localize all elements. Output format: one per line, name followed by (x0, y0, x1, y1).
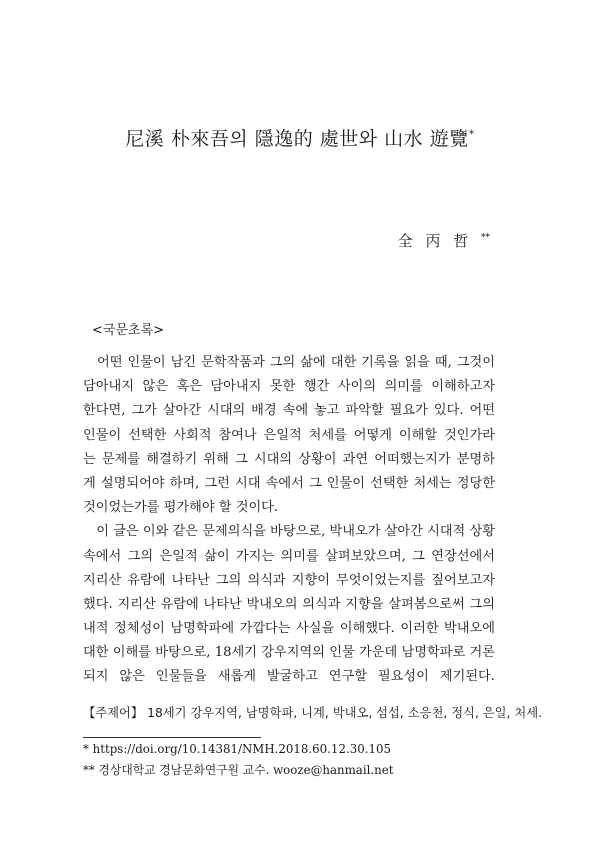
keywords-text: 18세기 강우지역, 남명학파, 니계, 박내오, 섬섭, 소응천, 정식, 은일, 처세. (147, 706, 543, 720)
title-footnote-mark: * (468, 127, 475, 141)
author-name: 全 丙 哲 (397, 232, 473, 250)
keywords-label: 【주제어】 (83, 706, 144, 720)
abstract-line: 인물이 선택한 사회적 참여나 은일적 처세를 어떻게 이해할 것인가라 (83, 427, 495, 443)
footnote-doi: * https://doi.org/10.14381/NMH.2018.60.12.30.105 (83, 742, 391, 756)
abstract-line: 대한 이해를 바탕으로, 18세기 강우지역의 인물 가운데 남명학파로 거론 (83, 645, 495, 661)
abstract-line: 것이었는가를 평가해야 할 것이다. (83, 500, 279, 516)
footnote-author-affiliation: ** 경상대학교 경남문화연구원 교수. wooze@hanmail.net (83, 763, 394, 777)
abstract-line: 담아내지 않은 혹은 담아내지 못한 행간 사이의 의미를 이해하고자 (83, 379, 495, 395)
abstract-line: 지리산 유람에 나타난 그의 의식과 지향이 무엇이었는지를 짚어보고자 (83, 572, 495, 588)
abstract-line: 는 문제를 해결하기 위해 그 시대의 상황이 과연 어떠했는지가 분명하 (83, 451, 495, 467)
abstract-line: 내적 정체성이 남명학파에 가깝다는 사실을 이해했다. 이러한 박내오에 (83, 621, 495, 637)
keywords (83, 703, 542, 721)
abstract-line: 했다. 지리산 유람에 나타난 박내오의 의식과 지향을 살펴봄으로써 그의 (83, 596, 495, 612)
paper-title (0, 124, 600, 151)
abstract-line: 이 글은 이와 같은 문제의식을 바탕으로, 박내오가 살아간 시대적 상황 (83, 524, 495, 540)
abstract-line: 어떤 인물이 남긴 문학작품과 그의 삶에 대한 기록을 읽을 때, 그것이 (83, 355, 495, 370)
abstract-line: 속에서 그의 은일적 삶이 가지는 의미를 살펴보았으며, 그 연장선에서 (83, 548, 495, 564)
author-line (398, 230, 490, 251)
abstract-heading: <국문초록> (92, 323, 165, 338)
abstract-line: 게 설명되어야 하며, 그런 시대 속에서 그 인물이 선택한 처세는 정당한 (83, 475, 495, 491)
author-footnote-mark: ** (481, 233, 490, 243)
abstract-line: 되지 않은 인물들을 새롭게 발굴하고 연구할 필요성이 제기된다. (83, 669, 495, 685)
abstract-body (83, 351, 495, 690)
abstract-line: 한다면, 그가 살아간 시대의 배경 속에 놓고 파악할 필요가 있다. 어떤 (83, 403, 495, 419)
footnote-divider (83, 737, 261, 738)
paper-title-text: 尼溪 朴來吾의 隱逸的 處世와 山水 遊覽 (125, 128, 469, 150)
